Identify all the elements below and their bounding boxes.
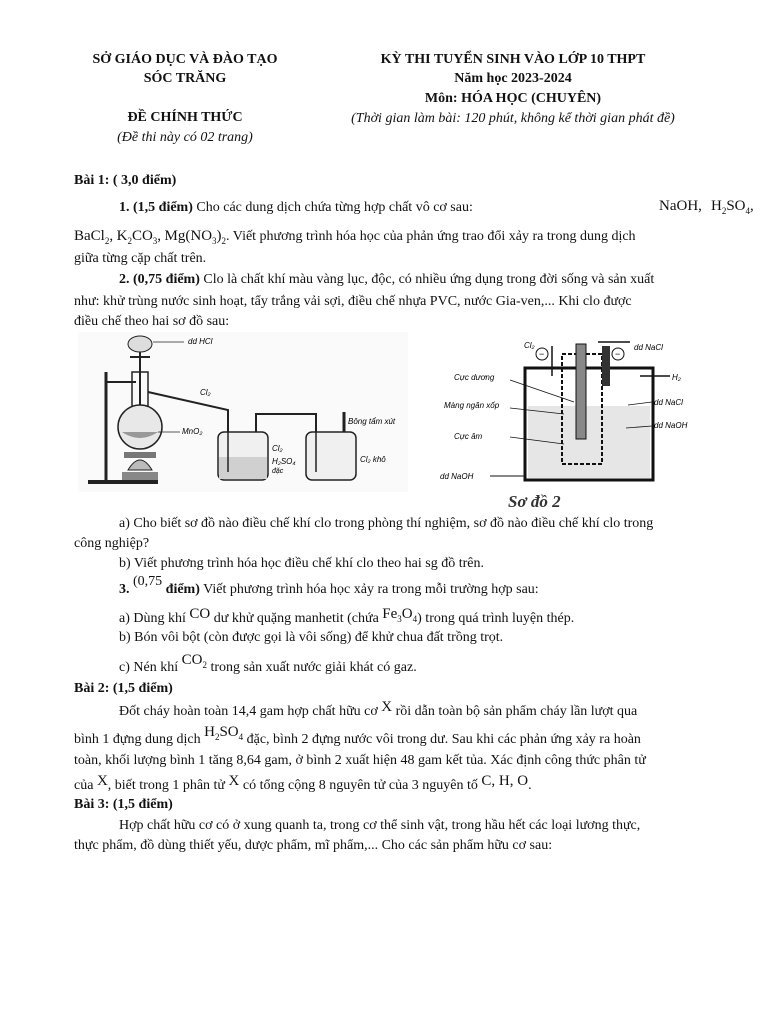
diagram-caption: Sơ đồ 2 xyxy=(508,492,561,511)
bai1-q2-line3: điều chế theo hai sơ đồ sau: xyxy=(74,314,230,329)
bai1-q1-cont: . Viết phương trình hóa học của phản ứng trao đổi xảy ra trong dung dịch xyxy=(226,229,636,244)
label-e-anode: Cực dương xyxy=(454,373,495,382)
svg-text:−: − xyxy=(539,349,545,359)
bai3-heading: Bài 3: (1,5 điểm) xyxy=(74,797,173,812)
province-name: SÓC TRĂNG xyxy=(143,71,227,86)
bai2-line4: của X, biết trong 1 phân tử X có tổng cộng 8 nguyên tử của 3 nguyên tố C, H, O. xyxy=(74,773,532,793)
bai1-q1-line1 xyxy=(74,196,754,220)
bai1-q1-line3: giữa từng cặp chất trên. xyxy=(74,251,207,266)
subject: Môn: HÓA HỌC (CHUYÊN) xyxy=(424,91,602,106)
bai1-q2a-cont: công nghiệp? xyxy=(74,536,150,551)
label-e-cathode: Cực âm xyxy=(454,432,483,441)
label-h2so4: H₂SO₄ xyxy=(272,457,296,466)
exam-title: KỲ THI TUYỂN SINH VÀO LỚP 10 THPT xyxy=(380,52,646,67)
svg-text:−: − xyxy=(615,349,621,359)
label-e-membrane: Màng ngăn xốp xyxy=(444,401,500,410)
bai1-q3-line xyxy=(119,574,759,601)
bai2-line1: Đốt cháy hoàn toàn 14,4 gam hợp chất hữu cơ X rồi dẫn toàn bộ sản phẩm cháy lần lượt qua xyxy=(119,699,638,719)
formula-co2: $CO_2$ xyxy=(181,652,207,670)
bai1-q2-label: 2. (0,75 điểm) xyxy=(119,272,200,287)
bai1-heading: Bài 1: ( 3,0 điểm) xyxy=(74,173,177,188)
label-e-naoh-out: dd NaOH xyxy=(440,472,474,481)
bai1-q2a: a) Cho biết sơ đồ nào điều chế khí clo trong phòng thí nghiệm, sơ đồ nào điều chế khí clo trong xyxy=(119,516,654,531)
bai1-q1-label: 1. (1,5 điểm) xyxy=(119,200,193,215)
bai1-q3-text: Viết phương trình hóa học xảy ra trong mỗi trường hợp sau: xyxy=(199,582,539,597)
label-e-cl2: Cl₂ xyxy=(524,341,535,350)
bai1-q3-points: (0,75 xyxy=(133,574,163,589)
label-e-h2: H₂ xyxy=(672,373,681,382)
time-note: (Thời gian làm bài: 120 phút, không kể thời gian phát đề) xyxy=(351,111,675,126)
label-e-naoh: dd NaOH xyxy=(654,421,688,430)
label-cotton: Bông tẩm xút xyxy=(348,417,396,426)
bai2-heading: Bài 2: (1,5 điểm) xyxy=(74,681,173,696)
label-cl2-bottle: Cl₂ xyxy=(272,444,283,453)
bai1-q3c: c) Nén khí $CO_2$ trong sản xuất nước giải khát có gaz. xyxy=(119,652,417,675)
formula-k2co3: $K_2CO_3$, xyxy=(116,228,162,246)
bai2-line3: toàn, khối lượng bình 1 tăng 8,64 gam, ở bình 2 xuất hiện 48 gam kết tủa. Xác định công thức phân tử xyxy=(74,753,646,768)
compound-x-3: X xyxy=(228,773,240,789)
elements-cho: C, H, O xyxy=(481,773,529,789)
formula-mgno32: $Mg(NO_3)_2$ xyxy=(164,228,227,246)
bai1-q3-label-end: điểm) xyxy=(165,582,200,597)
bai1-q2-line1 xyxy=(74,268,714,292)
bai1-q2-text: Clo là chất khí màu vàng lục, độc, có nhiều ứng dụng trong đời sống và sản xuất xyxy=(199,272,655,287)
label-e-nacl-top: dd NaCl xyxy=(634,343,663,352)
electrolysis-diagram xyxy=(440,336,700,488)
label-dac: đặc xyxy=(272,468,284,475)
formula-naoh: NaOH, xyxy=(659,198,702,214)
bai1-q3-num: 3. xyxy=(119,582,130,597)
formula-bacl2: BaCl$_2$, xyxy=(74,228,114,246)
formula-co: CO xyxy=(189,606,211,622)
formula-h2so4-b2: $H_2SO_4$ xyxy=(204,724,244,742)
lab-apparatus-diagram xyxy=(78,332,408,492)
bai1-q3b: b) Bón vôi bột (còn được gọi là vôi sống) để khử chua đất trồng trọt. xyxy=(119,630,504,645)
bai2-line2: bình 1 đựng dung dịch $H_2SO_4$ đặc, bình 2 đựng nước vôi trong dư. Sau khi các phản ứng xảy ra hoàn xyxy=(74,724,641,747)
label-hcl: dd HCl xyxy=(188,337,213,346)
bai1-q2b: b) Viết phương trình hóa học điều chế khí clo theo hai sg đồ trên. xyxy=(119,556,484,571)
label-cl2-dry: Cl₂ khô xyxy=(360,455,386,464)
school-year: Năm học 2023-2024 xyxy=(454,71,572,86)
pages-note: (Đề thi này có 02 trang) xyxy=(117,130,253,145)
bai1-q1-text: Cho các dung dịch chứa từng hợp chất vô cơ sau: xyxy=(192,200,473,215)
formula-fe3o4: $Fe_3O_4$ xyxy=(382,606,418,624)
bai3-line1: Hợp chất hữu cơ có ở xung quanh ta, trong cơ thể sinh vật, trong hầu hết các loại lương thực, xyxy=(119,818,641,833)
department-name: SỞ GIÁO DỤC VÀ ĐÀO TẠO xyxy=(92,52,278,67)
official-label: ĐỀ CHÍNH THỨC xyxy=(127,110,243,125)
label-mno2: MnO₂ xyxy=(182,427,203,436)
bai3-line2: thực phẩm, đồ dùng thiết yếu, dược phẩm, mĩ phẩm,... Cho các sản phẩm hữu cơ sau: xyxy=(74,838,553,853)
compound-x-2: X xyxy=(96,773,108,789)
bai1-q2-line2: như: khử trùng nước sinh hoạt, tẩy trắng vải sợi, điều chế nhựa PVC, nước Gia-ven,... Khi clo được xyxy=(74,294,632,309)
compound-x: X xyxy=(381,699,393,715)
formula-h2so4: $H_2SO_4$, xyxy=(711,198,754,216)
label-cl2-tube: Cl₂ xyxy=(200,388,211,397)
label-e-nacl: dd NaCl xyxy=(654,398,683,407)
bai1-q3a: a) Dùng khí CO dư khử quặng manhetit (chứa $Fe_3O_4$) trong quá trình luyện thép. xyxy=(119,606,575,626)
